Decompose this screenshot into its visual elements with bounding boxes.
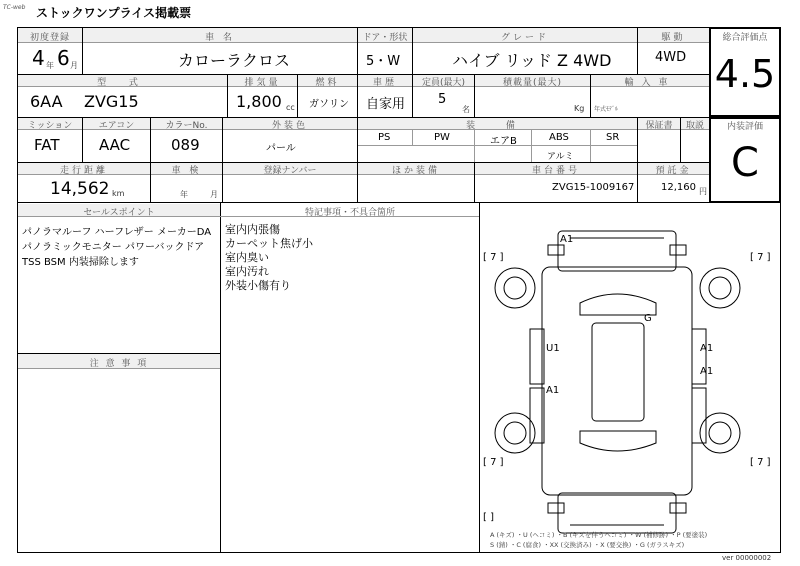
label-price: 預託金 bbox=[655, 166, 692, 176]
body-rear-outline bbox=[558, 493, 676, 533]
windshield-outline bbox=[580, 294, 656, 315]
label-displacement: 排気量 bbox=[244, 78, 281, 88]
equip-pw: PW bbox=[434, 132, 450, 143]
equip-abs: ABS bbox=[549, 132, 569, 143]
damage-mark: U1 bbox=[546, 343, 560, 354]
equip-ps: PS bbox=[378, 132, 391, 143]
mission-value: FAT bbox=[34, 136, 60, 154]
damage-mark: G bbox=[644, 313, 652, 324]
aircon-value: AAC bbox=[99, 136, 131, 154]
tire-depth-rear-left: [ 7 ] bbox=[483, 457, 504, 468]
label-inspection: 車 検 bbox=[171, 166, 202, 176]
sales-point: パノラマルーフ ハーフレザー メーカーDA bbox=[22, 227, 212, 238]
door-shape-value: 5・W bbox=[366, 54, 401, 69]
month-unit: 月 bbox=[70, 61, 78, 70]
label-manual: 取説 bbox=[685, 121, 704, 131]
equip-airbag: エアB bbox=[490, 136, 517, 147]
tire-depth-rear-right: [ 7 ] bbox=[750, 457, 771, 468]
label-door-shape: ドア・形状 bbox=[362, 33, 408, 43]
year-unit: 年 bbox=[46, 61, 54, 70]
interior-score: C bbox=[731, 140, 759, 186]
spare-tire-depth: [ ] bbox=[483, 512, 494, 523]
sales-point: TSS BSM 内装掃除します bbox=[22, 257, 139, 268]
label-use: 車歴 bbox=[372, 78, 397, 88]
label-warranty: 保証書 bbox=[645, 121, 673, 131]
col-divider-light bbox=[412, 130, 413, 145]
damage-mark: A1 bbox=[560, 234, 574, 245]
label-interior-grade: 内装評価 bbox=[726, 122, 763, 132]
label-fuel: 燃料 bbox=[315, 78, 340, 88]
body-outline bbox=[542, 267, 692, 495]
overall-score: 4.5 bbox=[714, 52, 776, 96]
tire-rear-left-icon bbox=[495, 413, 535, 453]
damage-mark: A1 bbox=[546, 385, 560, 396]
label-grade: グレード bbox=[500, 33, 549, 43]
legend-line: S (錆) ・C (腐食) ・XX (交換済み) ・X (要交換) ・G (ガラスキズ) bbox=[490, 541, 685, 549]
exterior-value: パール bbox=[266, 143, 296, 154]
document-title: ストックワンプライス掲載票 bbox=[36, 6, 192, 20]
tire-front-right-icon bbox=[700, 268, 740, 308]
tire-front-left-icon bbox=[495, 268, 535, 308]
note-item: 室内臭い bbox=[225, 251, 269, 264]
vehicle-damage-diagram bbox=[480, 203, 780, 553]
displacement-unit: cc bbox=[286, 103, 295, 112]
equip-sr: SR bbox=[606, 132, 620, 143]
taillight-right bbox=[670, 503, 686, 513]
car-name-value: カローラクロス bbox=[178, 51, 291, 70]
model-value: ZVG15 bbox=[84, 92, 139, 111]
col-divider-light bbox=[590, 130, 591, 162]
label-other-equip: ほか装備 bbox=[391, 166, 440, 176]
col-divider bbox=[220, 203, 221, 553]
label-overall-grade: 総合評価点 bbox=[722, 33, 768, 43]
note-item: 外装小傷有り bbox=[225, 279, 291, 292]
drive-value: 4WD bbox=[655, 50, 687, 65]
tire-depth-front-left: [ 7 ] bbox=[483, 252, 504, 263]
label-notes: 特記事項・不具合箇所 bbox=[304, 208, 395, 218]
tire-depth-front-right: [ 7 ] bbox=[750, 252, 771, 263]
taillight-left bbox=[548, 503, 564, 513]
label-import: 輸入車 bbox=[624, 78, 676, 88]
price-value: 12,160 bbox=[661, 182, 696, 193]
roof-outline bbox=[592, 323, 644, 421]
displacement-value: 1,800 bbox=[236, 92, 282, 111]
label-drive: 駆動 bbox=[661, 33, 686, 43]
equip-alumi: アルミ bbox=[547, 152, 574, 162]
use-value: 自家用 bbox=[366, 97, 406, 112]
mileage-value: 14,562 bbox=[50, 179, 110, 199]
label-sales-points: セールスポイント bbox=[83, 208, 155, 218]
inspection-month-unit: 月 bbox=[210, 190, 218, 199]
label-car-name: 車 名 bbox=[205, 33, 235, 43]
col-divider-light bbox=[531, 130, 532, 162]
capacity-value: 5 bbox=[438, 92, 447, 107]
label-first-reg: 初度登録 bbox=[29, 33, 70, 43]
label-color-no: カラーNo. bbox=[165, 121, 208, 131]
grade-value: ハイブ リッド Z 4WD bbox=[452, 51, 612, 70]
import-note: 年式ﾓﾃﾞﾙ bbox=[594, 106, 619, 113]
col-divider-light bbox=[474, 130, 475, 162]
color-no-value: 089 bbox=[171, 136, 200, 154]
legend-line: A (キズ) ・U (ヘコミ) ・B (キズを伴うヘコミ) ・W (補修跡) ・P (要塗装) bbox=[490, 531, 708, 539]
label-mileage: 走行距離 bbox=[59, 166, 108, 176]
label-equipment: 装 備 bbox=[466, 121, 529, 131]
price-unit: 円 bbox=[699, 187, 707, 196]
label-caution: 注 意 事 項 bbox=[89, 359, 149, 369]
label-chassis-no: 車台番号 bbox=[531, 166, 580, 176]
note-item: 室内汚れ bbox=[225, 265, 269, 278]
version-label: ver 00000002 bbox=[722, 554, 772, 562]
mileage-unit: km bbox=[112, 189, 125, 198]
fuel-value: ガソリン bbox=[309, 99, 349, 110]
inspection-year-unit: 年 bbox=[180, 190, 188, 199]
headlight-left bbox=[548, 245, 564, 255]
first-reg-year: 4 bbox=[32, 46, 45, 70]
headlight-right bbox=[670, 245, 686, 255]
label-model: 型 式 bbox=[97, 78, 148, 88]
body-front-outline bbox=[558, 231, 676, 271]
load-unit: Kg bbox=[574, 104, 585, 113]
rear-window-outline bbox=[580, 431, 656, 451]
label-exterior: 外装色 bbox=[271, 121, 308, 131]
label-capacity: 定員(最大) bbox=[421, 78, 466, 88]
label-load: 積載量(最大) bbox=[502, 78, 563, 88]
chassis-no-value: ZVG15-1009167 bbox=[552, 182, 635, 193]
first-reg-month: 6 bbox=[57, 46, 70, 70]
damage-mark: A1 bbox=[700, 366, 714, 377]
note-item: カーペット焦げ小 bbox=[225, 237, 313, 250]
sales-point: パノラミックモニター パワーバックドア bbox=[22, 242, 205, 253]
logo: TC-web bbox=[3, 4, 26, 11]
capacity-unit: 名 bbox=[462, 105, 470, 114]
model-prefix: 6AA bbox=[30, 92, 63, 111]
label-aircon: エアコン bbox=[98, 121, 135, 131]
label-mission: ミッション bbox=[27, 121, 73, 131]
note-item: 室内内張傷 bbox=[225, 223, 280, 236]
damage-mark: A1 bbox=[700, 343, 714, 354]
right-rear-door-outline bbox=[692, 388, 706, 443]
label-plate: 登録ナンバー bbox=[263, 166, 317, 176]
